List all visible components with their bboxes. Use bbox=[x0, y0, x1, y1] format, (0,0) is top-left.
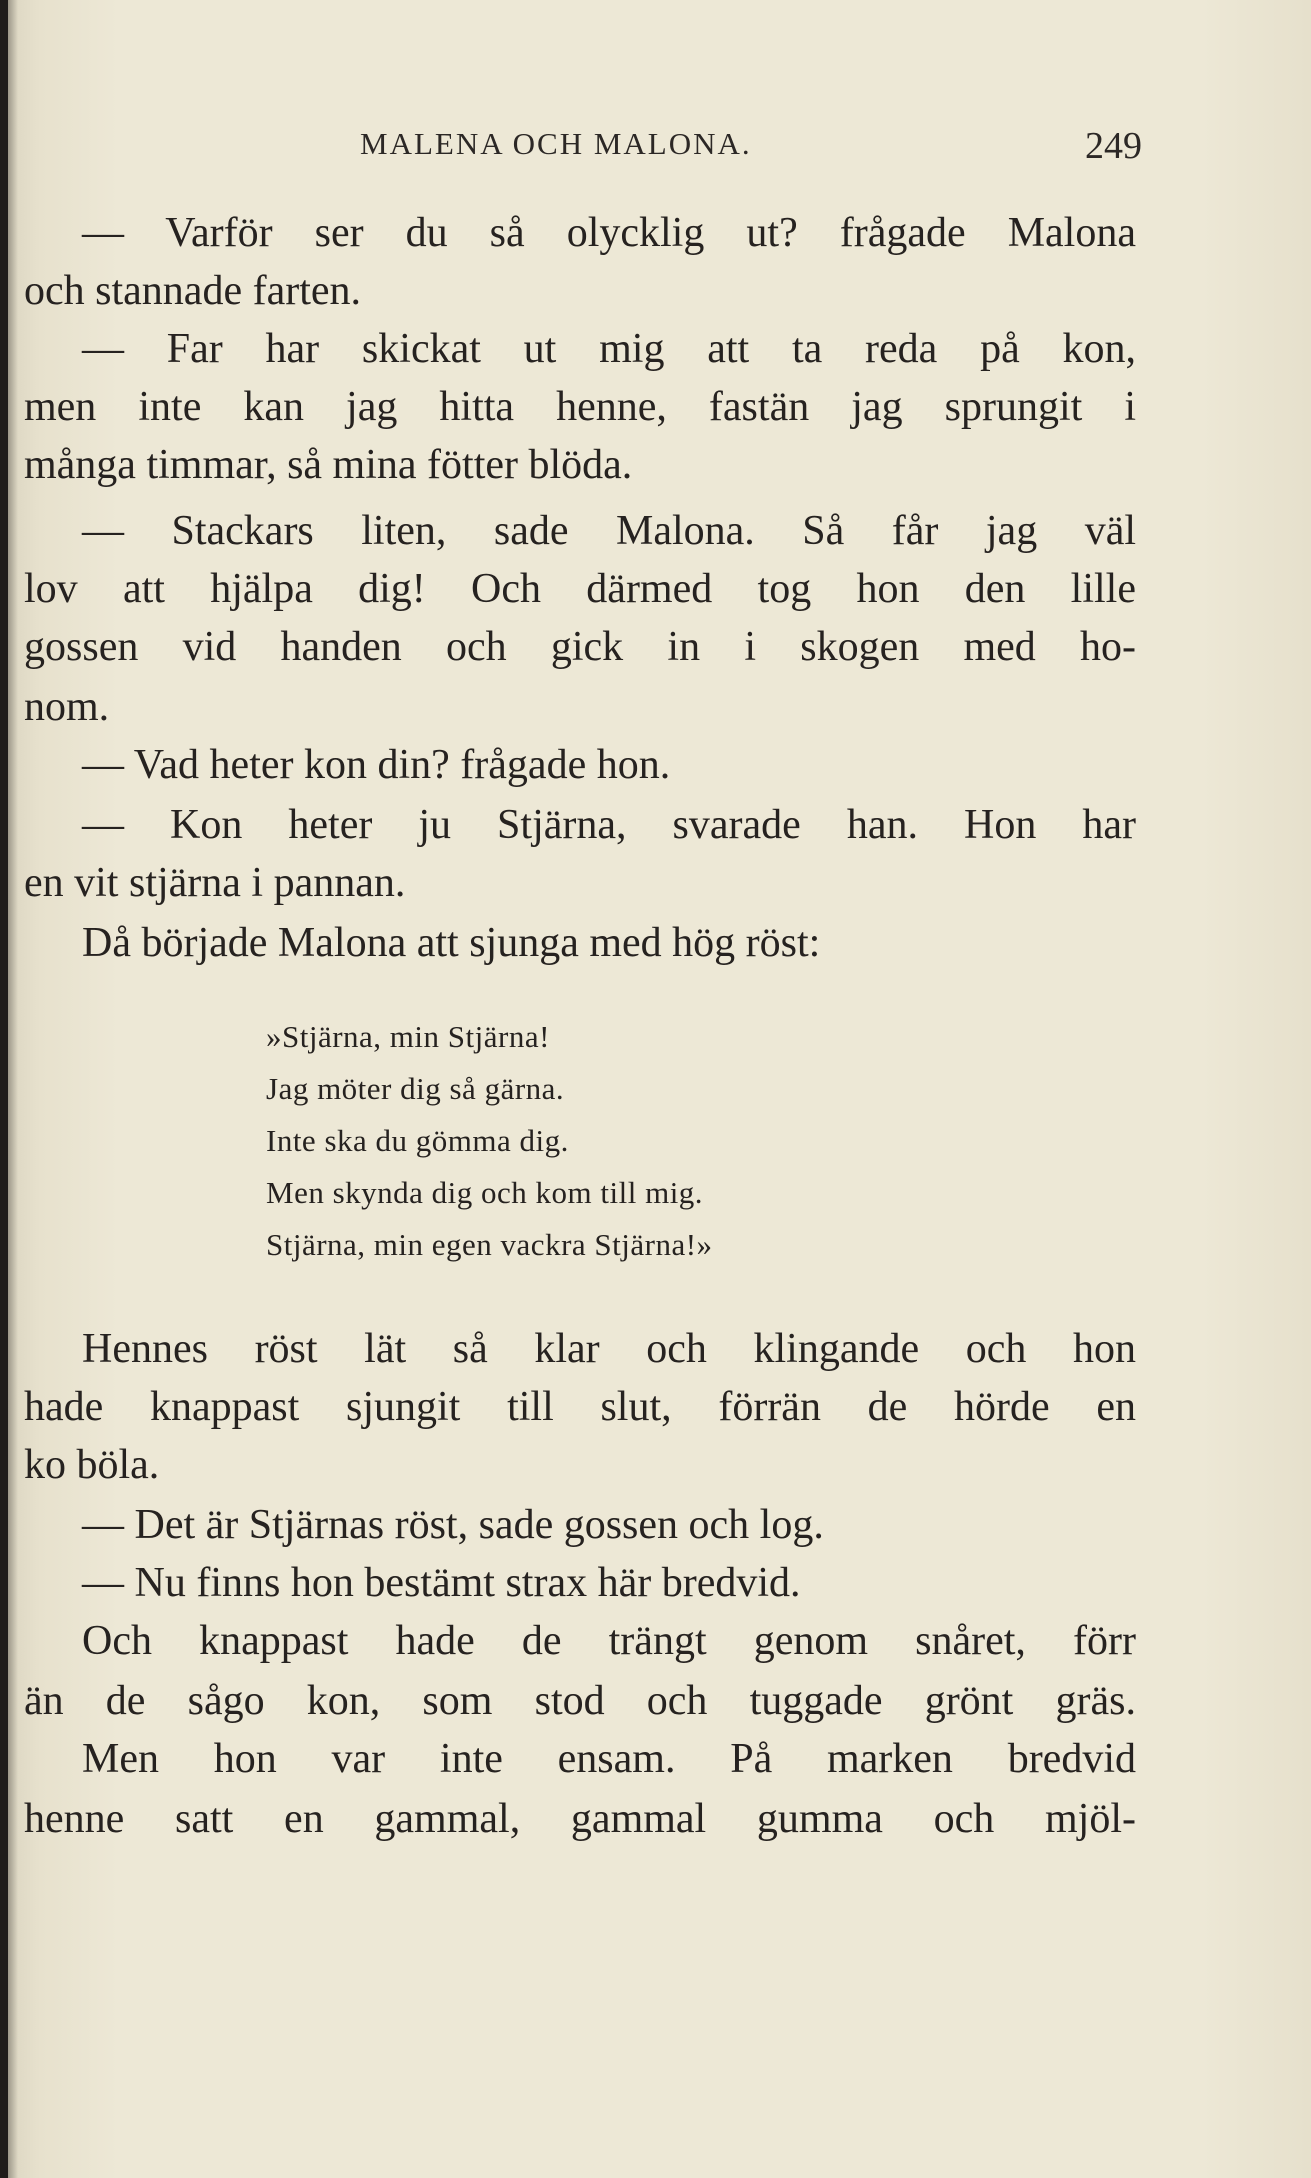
text-line: gossen vid handen och gick in i skogen med ho- bbox=[24, 624, 1136, 670]
text-line: men inte kan jag hitta henne, fastän jag sprungit i bbox=[24, 384, 1136, 430]
text-line: henne satt en gammal, gammal gumma och mjöl- bbox=[24, 1796, 1136, 1842]
text-line: — Stackars liten, sade Malona. Så får jag väl bbox=[82, 508, 1136, 554]
text-line: många timmar, så mina fötter blöda. bbox=[24, 442, 633, 488]
page-number: 249 bbox=[1085, 125, 1142, 167]
text-line: och stannade farten. bbox=[24, 268, 362, 314]
text-line: hade knappast sjungit till slut, förrän de hörde en bbox=[24, 1384, 1136, 1430]
text-line: — Kon heter ju Stjärna, svarade han. Hon har bbox=[82, 802, 1136, 848]
text-line: — Vad heter kon din? frågade hon. bbox=[82, 742, 671, 788]
verse-line: Inte ska du gömma dig. bbox=[266, 1123, 569, 1158]
page-binding-shadow bbox=[8, 0, 18, 2178]
text-line: — Far har skickat ut mig att ta reda på kon, bbox=[82, 326, 1136, 372]
text-line: Men hon var inte ensam. På marken bredvid bbox=[82, 1736, 1136, 1782]
text-line: — Det är Stjärnas röst, sade gossen och log. bbox=[82, 1502, 824, 1548]
text-line: — Varför ser du så olycklig ut? frågade Malona bbox=[82, 210, 1136, 256]
verse-line: Stjärna, min egen vackra Stjärna!» bbox=[266, 1227, 713, 1262]
verse-line: »Stjärna, min Stjärna! bbox=[266, 1019, 550, 1054]
text-line: ko böla. bbox=[24, 1442, 160, 1488]
text-line: Då började Malona att sjunga med hög röst: bbox=[82, 920, 821, 966]
text-line: nom. bbox=[24, 684, 110, 730]
text-line: Och knappast hade de trängt genom snåret, förr bbox=[82, 1618, 1136, 1664]
text-line: en vit stjärna i pannan. bbox=[24, 860, 406, 906]
text-line: än de sågo kon, som stod och tuggade grönt gräs. bbox=[24, 1678, 1136, 1724]
running-header: MALENA OCH MALONA. bbox=[360, 126, 752, 161]
page-binding-edge bbox=[0, 0, 8, 2178]
text-line: Hennes röst lät så klar och klingande och hon bbox=[82, 1326, 1136, 1372]
text-line: lov att hjälpa dig! Och därmed tog hon den lille bbox=[24, 566, 1136, 612]
verse-line: Jag möter dig så gärna. bbox=[266, 1071, 565, 1106]
text-line: — Nu finns hon bestämt strax här bredvid. bbox=[82, 1560, 801, 1606]
verse-line: Men skynda dig och kom till mig. bbox=[266, 1175, 704, 1210]
